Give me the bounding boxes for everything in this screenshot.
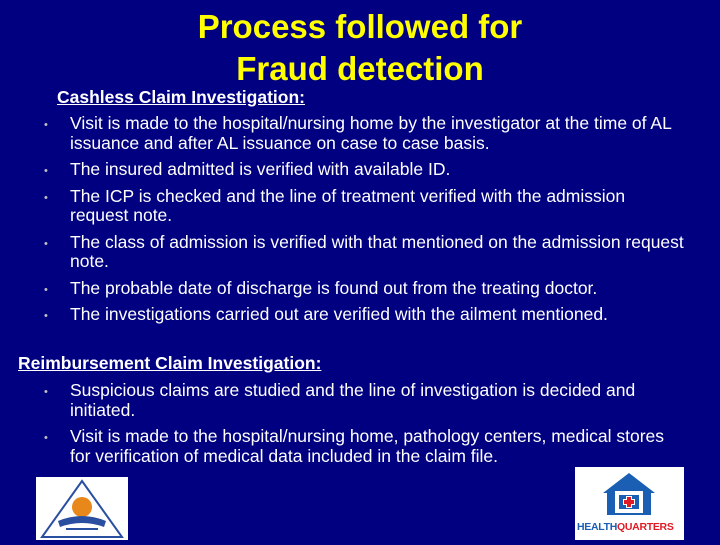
healthquarters-wordmark: HEALTHQUARTERS (577, 521, 674, 533)
title-line-2: Fraud detection (236, 50, 484, 87)
healthquarters-logo (575, 467, 684, 540)
list-item: • The ICP is checked and the line of treatment verified with the admission request note. (44, 185, 626, 225)
bullet-icon: • (44, 119, 48, 131)
reimbursement-heading: Reimbursement Claim Investigation: (18, 353, 322, 373)
triangle-emblem-icon (36, 477, 128, 540)
list-item: • Suspicious claims are studied and the line of investigation is decided and initiated. (44, 380, 636, 420)
list-item: • Visit is made to the hospital/nursing home, pathology centers, medical stores for verification of medical data included in the claim file. (44, 426, 665, 466)
bullet-icon: • (44, 386, 48, 398)
slide-title (0, 6, 720, 90)
list-item: • Visit is made to the hospital/nursing home by the investigator at the time of AL issuance and after AL issuance on case to case basis. (44, 113, 672, 153)
cashless-list (44, 114, 684, 332)
bullet-icon: • (44, 432, 48, 444)
list-item: • The probable date of discharge is found out from the treating doctor. (44, 279, 684, 299)
triangle-emblem-logo (36, 477, 128, 540)
house-cross-icon (575, 467, 684, 519)
list-item: • The investigations carried out are verified with the ailment mentioned. (44, 305, 684, 325)
list-item: • The insured admitted is verified with available ID. (44, 160, 684, 180)
bullet-icon: • (44, 237, 48, 250)
bullet-icon: • (44, 165, 48, 177)
list-item: • The class of admission is verified with that mentioned on the admission request note. (44, 231, 684, 271)
bullet-icon: • (44, 310, 48, 322)
cashless-heading: Cashless Claim Investigation: (57, 87, 305, 107)
reimbursement-list (44, 381, 684, 473)
title-line-1: Process followed for (197, 8, 523, 45)
bullet-icon: • (44, 191, 48, 204)
bullet-icon: • (44, 283, 48, 296)
